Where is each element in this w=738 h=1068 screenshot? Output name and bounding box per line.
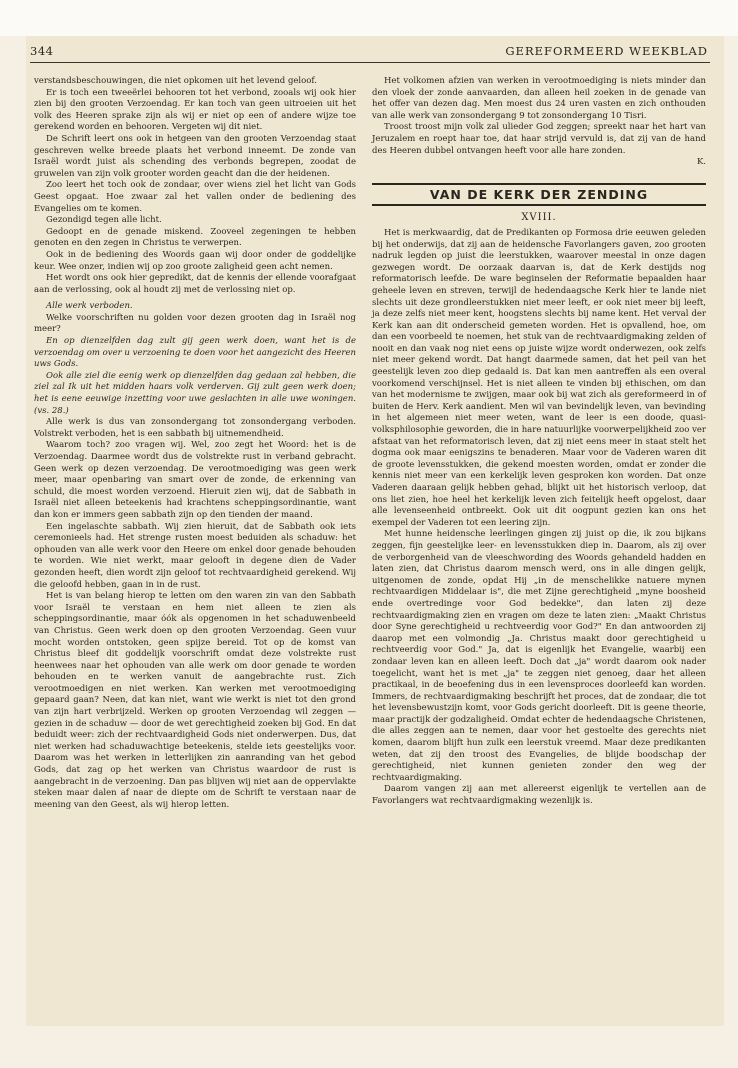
section-title: VAN DE KERK DER ZENDING [429,186,649,202]
paragraph: Gezondigd tegen alle licht. [46,215,162,226]
paragraph: Er is toch een tweeërlei behooren tot het verbond, zooals wij ook hier zien bij den grooten Verzoendag. Er kan toch van geen uitroeien uit het volk des Heeren sprake zijn als wij er niet op een of andere wijze toe gerekend worden en behooren. Vergeten wij dit niet. [34,87,356,133]
section-number: XVIII. [521,212,557,224]
paragraph: Alle werk is dus van zonsondergang tot zonsondergang verboden. Volstrekt verboden, het is een sabbath bij uitnemendheid. [34,417,356,439]
paragraph: De Schrift leert ons ook in hetgeen van den grooten Verzoendag staat geschreven welke breede plaats het verbond inneemt. De zonde van Israël wordt juist als schending des verbonds begrepen, zoodat de gruwelen van zijn volk grooter worden geacht dan die der heidenen. [34,133,356,179]
paragraph: Het wordt ons ook hier gepredikt, dat de kennis der ellende voorafgaat aan de verlossing, ook al houdt zij met de verlossing niet op. [34,273,356,295]
paragraph: Waarom toch? zoo vragen wij. Wel, zoo zegt het Woord: het is de Verzoendag. Daarmee wordt dus de volstrekte rust in verband gebracht. Geen werk op dezen verzoendag. De verootmoediging was geen werk meer, maar openbaring van smart over de zonde, de erkenning van schuld, die moest worden verzoend. Hieruit zien wij, dat de Sabbath in Israël niet alleen beteekenis had krachtens scheppingsordinantie, want dan kon er immers geen sabbath zijn op den tienden der maand. [34,440,356,520]
paragraph: Daarom vangen zij aan met allereerst eigenlijk te vertellen aan de Favorlangers wat rechtvaardigmaking wezenlijk is. [372,784,706,807]
section-rule-top [372,183,706,185]
paragraph: Met hunne heidensche leerlingen gingen zij juist op die, ik zou bijkans zeggen, fijn geestelijke leer- en levensstukken diep in. Daarom, als zij over de verborgenheid van de vleeschwording des Woords gehandeld hadden en laten zien, dat Christus daarom mensch werd, ons in alle dingen gelijk, uitgenomen de zonde, opdat Hij „in de menschelikke natuere mynen rechtvaardigen Middelaar is", die met Zijne gerechtigheid „myne boosheid ende overtredinge voor God bedekke", dan laten zij deze rechtvaardigmaking zien en vragen om deze te laten zien: „Maakt Christus door Syne gerechtigheid u rechtveerdig voor God?" En dan antwoorden zij daarop met een volmondig „Ja. Christus maakt door gerechtigheid u rechtveerdig voor God." Ja, dat is eigenlijk het Evangelie, waarbij een zondaar leven kan en alleen leeft. Doch dat „ja" wordt daarom ook nader toegelicht, want het is met „ja" te zeggen niet genoeg, daar het alleen practikaal, in de beoefening dus in een levensproces doorleefd kan worden. Immers, de rechtvaardigmaking beschrijft het proces, dat de zondaar, die tot het levensbewustzijn komt, voor Gods gericht doorleeft. Dit is geene theorie, maar practijk der godzaligheid. Omdat echter de hedendaagsche Christenen, die alles zeggen aan te nemen, daar voor het gestoelte des gerechts niet komen, daarom blijft hun zulk een leerstuk vreemd. Maar deze predikanten weten, dat zij den troost des Evangelies, de blijde boodschap der gerechtigheid, niet kunnen genieten zonder den weg der rechtvaardigmaking. [372,529,706,783]
right-column-body [372,228,706,808]
paragraph: Welke voorschriften nu golden voor dezen grooten dag in Israël nog meer? [34,312,356,335]
paragraph: Gedoopt en de genade miskend. Zooveel zegeningen te hebben genoten en den zegen in Christus te verwerpen. [34,226,356,249]
paragraph: Een ingelaschte sabbath. Wij zien hieruit, dat de Sabbath ook iets ceremonieels had. Het strenge rusten moest beduiden als schaduw: het ophouden van alle werk voor den Heere om enkel door genade behouden te worden. Wie niet werkt, maar gelooft in degene dien de Vader gezonden heeft, dien wordt zijn geloof tot rechtvaardigheid gerekend. Wij die geloofd hebben, gaan in in de rust. [34,521,356,590]
left-column [34,76,356,811]
right-column-intro [372,76,706,157]
paragraph: Ook alle ziel die eenig werk op dienzelfden dag gedaan zal hebben, die ziel zal Ik uit het midden haars volk verderven. Gij zult geen werk doen; het is eene eeuwige inzetting voor uwe geslachten in alle uwe woningen. (vs. 28.) [34,370,356,416]
paragraph: Het is van belang hierop te letten om den waren zin van den Sabbath voor Israël te verstaan en hem niet alleen te zien als scheppingsordinantie, maar óók als opgenomen in het schaduwenbeeld van Christus. Geen werk doen op den grooten Verzoendag. Geen vuur mocht worden ontstoken, geen spijze bereid. Tot op de komst van Christus bleef dit goddelijk voorschrift omdat deze volstrekte rust heenwees naar het ophouden van alle werk om door genade te worden behouden en te werken vanuit de aangebrachte rust. Zich verootmoedigen en niet werken. Kan werken met verootmoediging gepaard gaan? Neen, dat kan niet, want wie werkt is niet tot den grond van zijn hart verbrijzeld. Werken op grooten Verzoendag wil zeggen — gezien in de schaduw — door de wet gerechtigheid zoeken bij God. En dat beduidt weer: zich der rechtvaardigheid Gods niet onderwerpen. Dus, dat niet werken had schaduwachtige beteekenis, stelde iets geestelijks voor. Daarom was het werken in letterlijken zin aanranding van het gebod Gods, dat zag op het werken van Christus waardoor de rust is aangebracht in de verzoening. Dan pas blijven wij niet aan de oppervlakte steken maar dalen af naar de diepte om de Schrift te verstaan naar de meening van den Geest, als wij hierop letten. [34,591,356,810]
paragraph: Het is merkwaardig, dat de Predikanten op Formosa drie eeuwen geleden bij het onderwijs, dat zij aan de heidensche Favorlangers gaven, zoo grooten nadruk legden op juist die leerstukken, waarover meestal in onze dagen gezwegen wordt. De oorzaak daarvan is, dat de Kerk destijds nog reformatorisch leefde. De ware beginselen der Reformatie bepaalden haar geheele leven en streven, terwijl de hedendaagsche Kerk hier te lande niet slechts uit deze grondleerstukken niet meer leeft, er ook niet meer bij leeft, ja deze zelfs niet meer kent, hoogstens slechts bij name kent. Het verval der Kerk kan aan dit onderscheid gemeten worden. Het is opvallend, hoe, om dan een voorbeeld te noemen, het stuk van de rechtvaardigmaking zelden of nooit en dan vaak nog niet eens op juiste wijze wordt onderwezen, ook zelfs niet meer gekend wordt. Dat hangt daarmede samen, dat het peil van het geestelijk leven zoo diep gedaald is. Dat kan men aantreffen als een overal voorkomend verschijnsel. Het is niet alleen te vinden bij ethischen, om dan van het modernisme te zwijgen, maar ook bij wat zich als gereformeerd in of buiten de Herv. Kerk aandient. Men wil van bevindelijk leven, van bevinding in het algemeen niet meer weten, want de leer is een doode, quasi-volksphilosophie geworden, die in hare natuurlijke voorwerpelijkheid zoo ver afstaat van het reformatorisch leven, dat zij niet eens meer in staat stelt het dogma ook maar eenigszins te benaderen. Maar voor de Vaderen waren dit de groote levensstukken, die gekend moesten worden, omdat er zonder die kennis niet meer van een kerkelijk leven gesproken kon worden. Dat onze Vaderen daaraan gelijk hebben gehad, blijkt uit het historisch verloop, dat ons liet zien, hoe heel het kerkelijk leven zich feitelijk heeft opgelost, daar alle levenseenheid ontbreekt. Ook uit dit oogpunt gezien kan ons het exempel der Vaderen tot een leering zijn. [372,227,706,528]
paragraph: Ook in de bediening des Woords gaan wij door onder de goddelijke keur. Wee onzer, indien wij op zoo groote zaligheid geen acht nemen. [34,249,356,272]
paragraph: Alle werk verboden. [46,301,133,312]
header-rule [30,62,710,63]
section-header [372,183,706,207]
author-signature: K. [696,157,706,168]
paragraph: Het volkomen afzien van werken in verootmoediging is niets minder dan den vloek der zonde aanvaarden, dan alleen heil zoeken in de genade van het offer van dezen dag. Men moest dus 24 uren vasten en zich onthouden van alle werk van zonsondergang 9 tot zonsondergang 10 Tisri. [372,76,706,121]
paragraph: En op dienzelfden dag zult gij geen werk doen, want het is de verzoendag om over u verzoening te doen voor het aangezicht des Heeren uws Gods. [34,336,356,370]
publication-title: GEREFORMEERD WEEKBLAD [505,44,708,58]
page-margin-top [0,0,738,36]
right-column [372,76,706,808]
paragraph: verstandsbeschouwingen, die niet opkomen uit het levend geloof. [34,76,317,86]
section-rule-bottom [372,204,706,206]
page-number: 344 [30,44,54,58]
paragraph: Troost troost mijn volk zal ulieder God zeggen; spreekt naar het hart van Jeruzalem en roept haar toe, dat haar strijd vervuld is, dat zij van de hand des Heeren dubbel ontvangen heeft voor alle hare zonden. [372,122,706,156]
paragraph: Zoo leert het toch ook de zondaar, over wiens ziel het licht van Gods Geest opgaat. Hoe zwaar zal het vallen onder de bediening des Evangelies om te komen. [34,180,356,214]
